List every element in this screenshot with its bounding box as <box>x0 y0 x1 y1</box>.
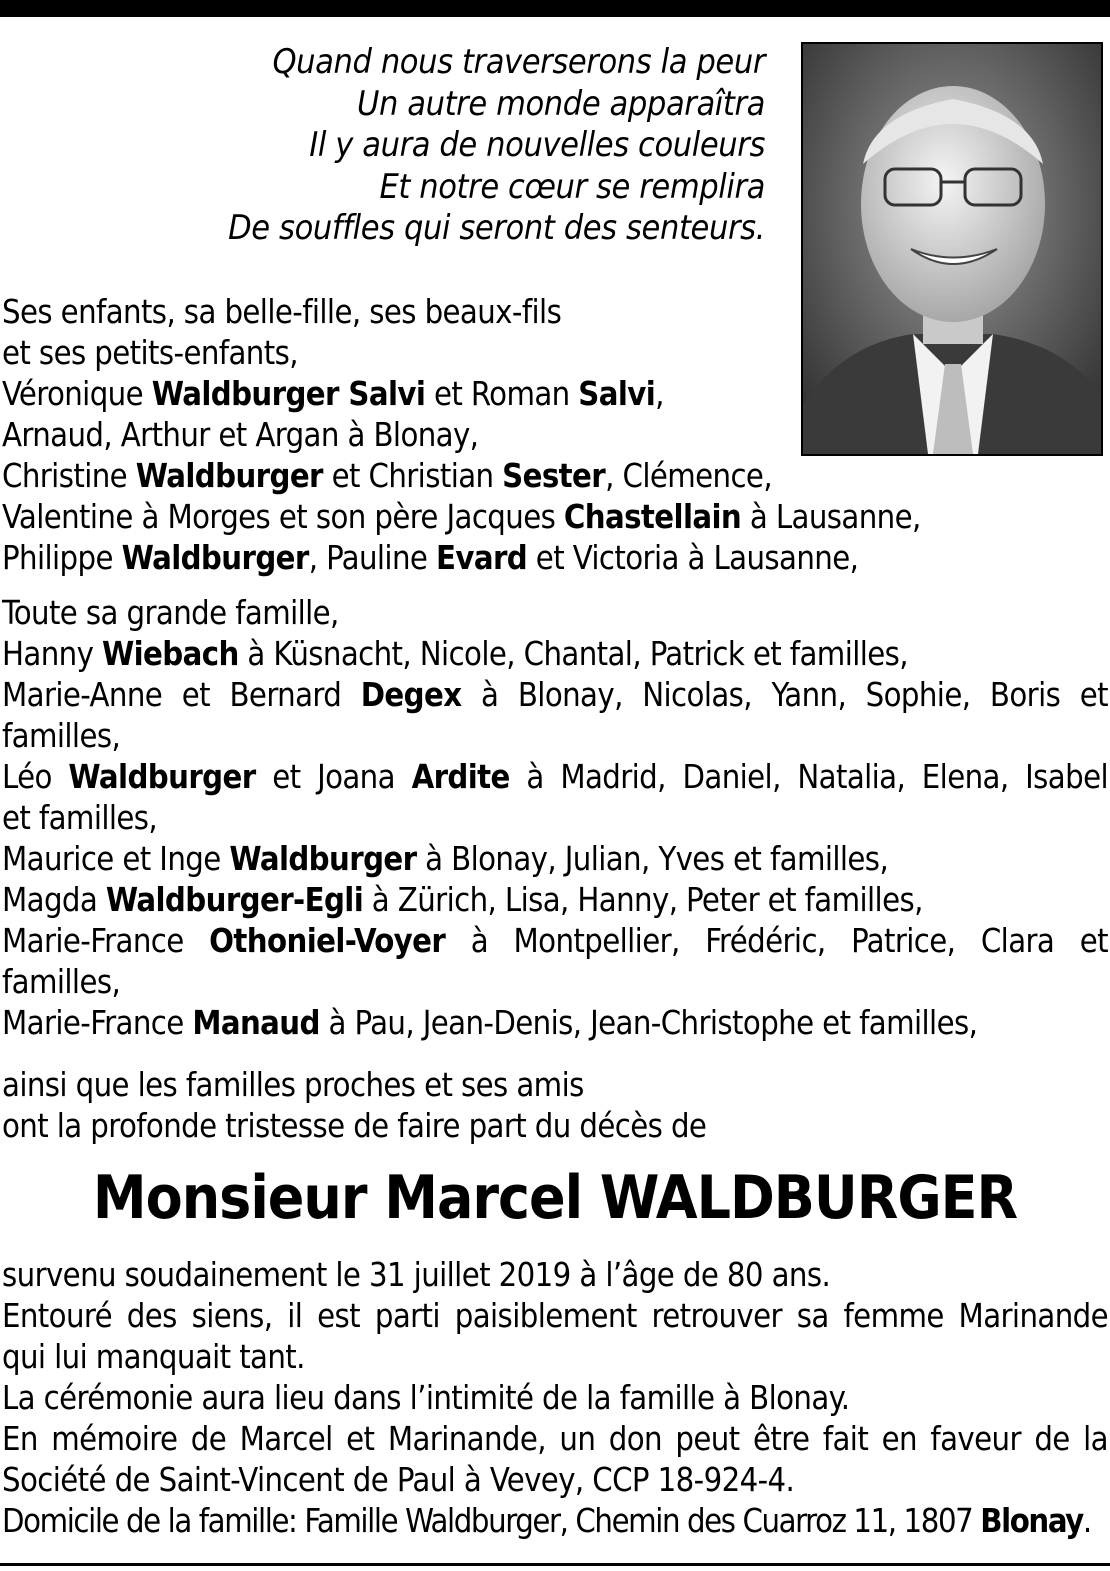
relative-line: Maurice et Inge Waldburger à Blonay, Julian, Yves et familles, <box>2 840 889 878</box>
announce-line: ont la profonde tristesse de faire part du décès de <box>2 1107 707 1145</box>
family-line: Véronique Waldburger Salvi et Roman Salvi, <box>2 375 664 413</box>
relative-line: Léo Waldburger et Joana Ardite à Madrid, Daniel, Natalia, Elena, Isabel <box>2 758 1108 796</box>
details-line: qui lui manquait tant. <box>2 1338 305 1376</box>
relative-line: et familles, <box>2 799 158 837</box>
details-line: Société de Saint-Vincent de Paul à Vevey, CCP 18-924-4. <box>2 1461 795 1499</box>
poem-line: De souffles qui seront des senteurs. <box>228 208 765 248</box>
relative-line: Marie-France Othoniel-Voyer à Montpellier, Frédéric, Patrice, Clara et <box>2 922 1108 960</box>
family-line: Valentine à Morges et son père Jacques Chastellain à Lausanne, <box>2 498 921 536</box>
details-line: Domicile de la famille: Famille Waldburger, Chemin des Cuarroz 11, 1807 Blonay. <box>2 1502 1091 1540</box>
family-block <box>2 292 921 579</box>
announce-line: ainsi que les familles proches et ses amis <box>2 1066 584 1104</box>
family-line: et ses petits-enfants, <box>2 334 298 372</box>
relative-line: familles, <box>2 717 121 755</box>
bottom-rule <box>0 1563 1110 1566</box>
relatives-block <box>2 593 1108 1044</box>
family-line: Philippe Waldburger, Pauline Evard et Victoria à Lausanne, <box>2 539 859 577</box>
poem-line: Il y aura de nouvelles couleurs <box>309 125 765 165</box>
relative-line: Magda Waldburger-Egli à Zürich, Lisa, Hanny, Peter et familles, <box>2 881 923 919</box>
details-line: Entouré des siens, il est parti paisiblement retrouver sa femme Marinande <box>2 1297 1108 1335</box>
family-line: Arnaud, Arthur et Argan à Blonay, <box>2 416 479 454</box>
poem-line: Et notre cœur se remplira <box>379 166 765 207</box>
relative-line: Marie-France Manaud à Pau, Jean-Denis, Jean-Christophe et familles, <box>2 1004 978 1042</box>
details-line: En mémoire de Marcel et Marinande, un don peut être fait en faveur de la <box>2 1420 1108 1458</box>
details-block <box>2 1255 1108 1542</box>
poem <box>65 42 765 250</box>
details-line: La cérémonie aura lieu dans l’intimité de la famille à Blonay. <box>2 1379 850 1417</box>
relative-line: Hanny Wiebach à Küsnacht, Nicole, Chantal, Patrick et familles, <box>2 635 908 673</box>
announcement-block <box>2 1065 706 1147</box>
top-rule <box>0 0 1110 17</box>
poem-line: Un autre monde apparaîtra <box>356 83 765 124</box>
details-line: survenu soudainement le 31 juillet 2019 à l’âge de 80 ans. <box>2 1256 831 1294</box>
family-line: Ses enfants, sa belle-fille, ses beaux-fils <box>2 293 562 331</box>
relative-line: familles, <box>2 963 121 1001</box>
relative-line: Marie-Anne et Bernard Degex à Blonay, Nicolas, Yann, Sophie, Boris et <box>2 676 1109 714</box>
relatives-intro: Toute sa grande famille, <box>2 594 339 632</box>
family-line: Christine Waldburger et Christian Sester, Clémence, <box>2 457 773 495</box>
deceased-name: Monsieur Marcel WALDBURGER <box>92 1163 1018 1233</box>
poem-line: Quand nous traverserons la peur <box>272 42 765 82</box>
